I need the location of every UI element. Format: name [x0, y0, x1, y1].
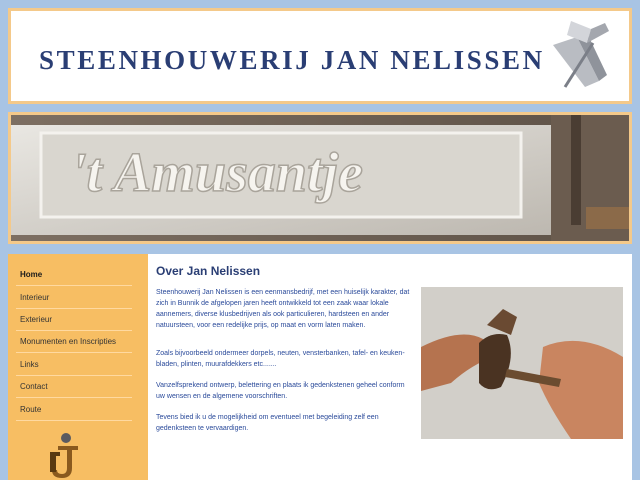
design-paragraph: Vanzelfsprekend ontwerp, belettering en plaats ik gedenkstenen geheel conform uw wensen en de algemene voorschriften.	[156, 382, 405, 400]
nav-item-route[interactable]: Route	[16, 399, 132, 421]
nav-item-links[interactable]: Links	[16, 354, 132, 376]
banner-carved-text: 't Amusantje	[71, 142, 364, 204]
products-paragraph: Zoals bijvoorbeeld ondermeer dorpels, neuten, vensterbanken, tafel- en keuken-bladen, plinten, muurafdekkers etc.......	[156, 350, 405, 368]
nav-item-monumenten[interactable]: Monumenten en Inscripties	[16, 331, 132, 353]
page-title: Over Jan Nelissen	[156, 264, 261, 278]
sidebar-nav	[8, 254, 148, 480]
intro-paragraph: Steenhouwerij Jan Nelissen is een eenmansbedrijf, met een huiselijk karakter, dat zich in Bunnik de afgelopen jaren heeft ontwikkeld tot een zaak waar lokale aannemers, diverse klusbedrijven als ook particulieren, hardsteen en ander natuursteen, voor een redelijke prijs, op maat en vorm laten maken.	[156, 289, 410, 329]
site-title: STEENHOUWERIJ JAN NELISSEN	[39, 45, 545, 75]
nav-item-interieur[interactable]: Interieur	[16, 287, 132, 309]
banner-image	[8, 112, 632, 244]
hammer-chisel-icon	[547, 17, 615, 97]
chiseling-photo	[421, 287, 623, 439]
nav-item-exterieur[interactable]: Exterieur	[16, 309, 132, 331]
jn-monogram-icon	[44, 432, 84, 480]
workshop-paragraph: Tevens bied ik u de mogelijkheid om eventueel met begeleiding zelf een gedenksteen te vervaardigen.	[156, 414, 379, 432]
nav-item-home[interactable]: Home	[16, 264, 132, 286]
main-content	[148, 254, 632, 480]
nav-item-contact[interactable]: Contact	[16, 376, 132, 398]
header	[8, 8, 632, 104]
